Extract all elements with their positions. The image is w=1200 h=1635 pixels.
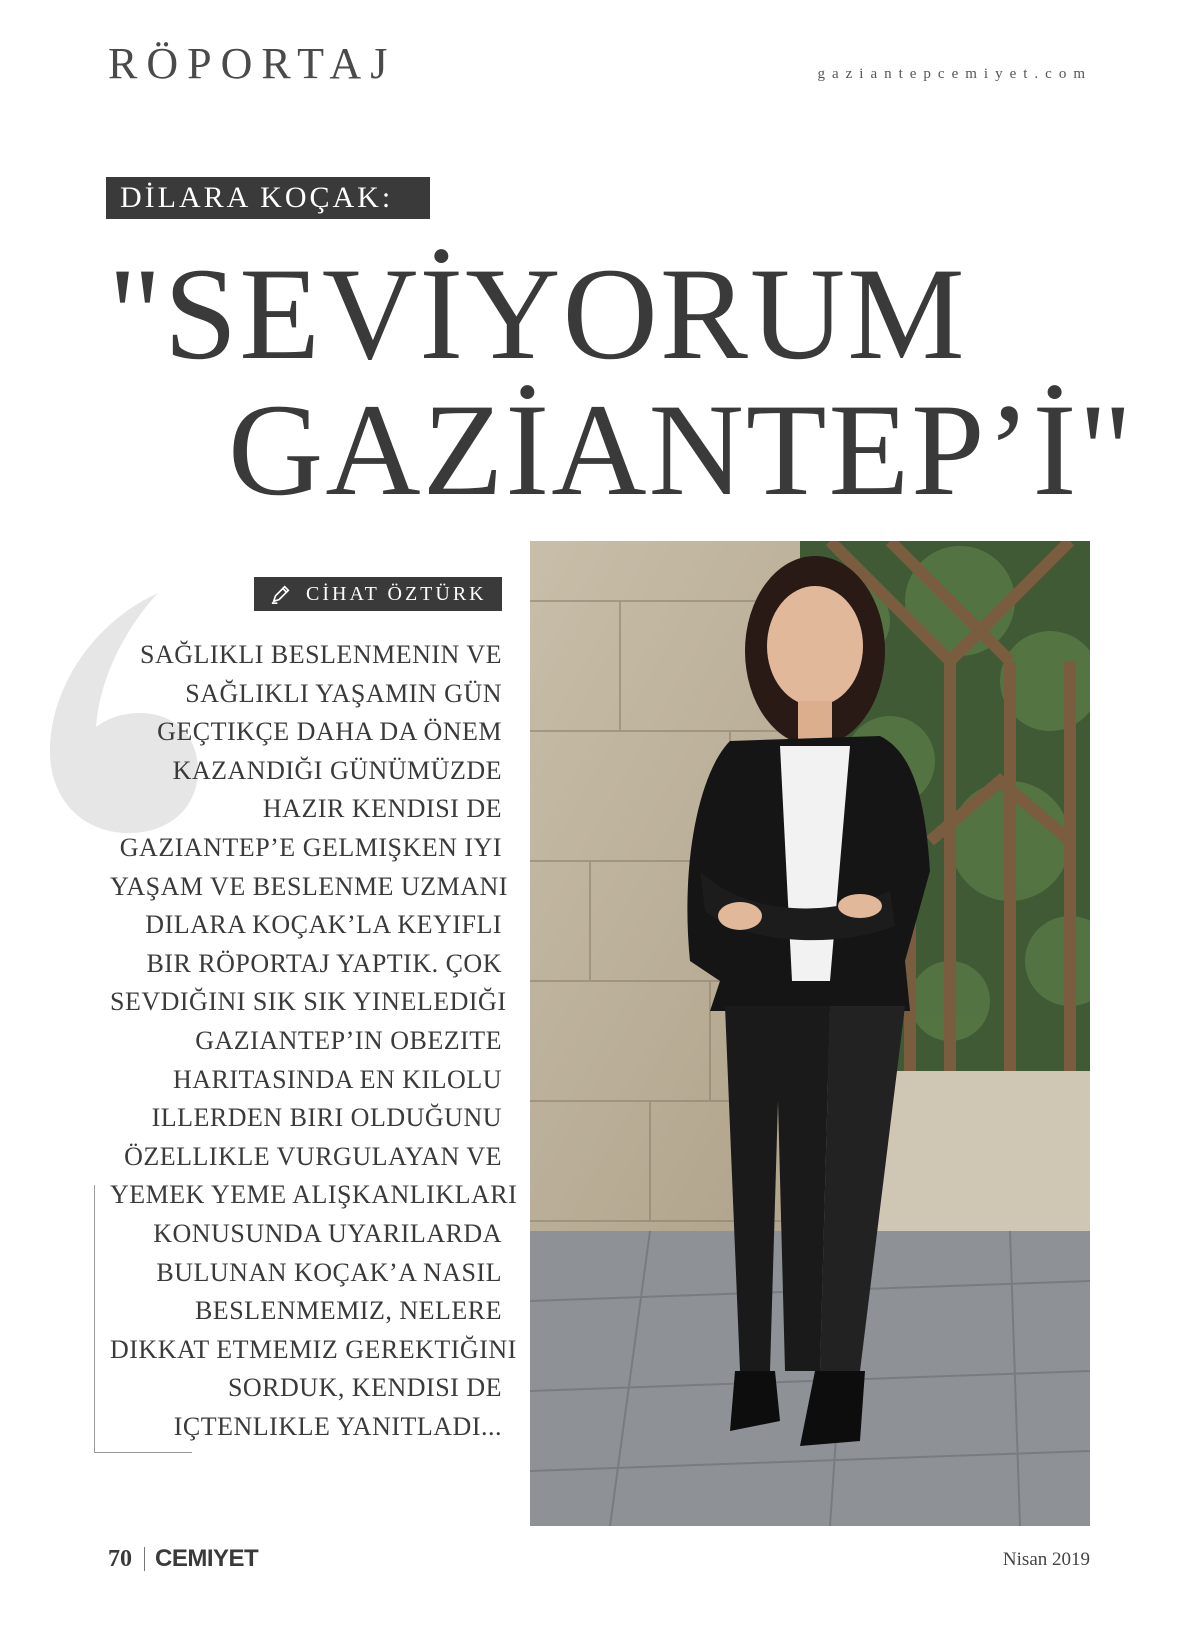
intro-line: IÇTENLIKLE YANITLADI...	[173, 1411, 502, 1441]
corner-line-vertical	[94, 1185, 95, 1453]
intro-line: BULUNAN KOÇAK’A NASIL	[156, 1257, 502, 1287]
intro-line: SAĞLIKLI BESLENMENIN VE	[140, 640, 502, 669]
intro-line: HARITASINDA EN KILOLU	[172, 1064, 502, 1094]
intro-line: GEÇTIKÇE DAHA DA ÖNEM	[157, 717, 502, 747]
intro-line: YEMEK YEME ALIŞKANLIKLARI	[110, 1180, 518, 1210]
corner-line-horizontal	[94, 1452, 192, 1453]
intro-line: ILLERDEN BIRI OLDUĞUNU	[151, 1103, 502, 1133]
intro-line: BIR RÖPORTAJ YAPTIK. ÇOK	[146, 948, 502, 978]
intro-line: ÖZELLIKLE VURGULAYAN VE	[124, 1141, 502, 1171]
photo	[530, 541, 1090, 1526]
intro-line: DIKKAT ETMEMIZ GEREKTIĞINI	[110, 1334, 517, 1364]
footer-page	[108, 1545, 258, 1573]
page-number: 70	[108, 1545, 132, 1572]
intro-line: DILARA KOÇAK’LA KEYIFLI	[145, 910, 502, 940]
intro-line: HAZIR KENDISI DE	[262, 794, 502, 824]
magazine-name: CEMIYET	[155, 1545, 259, 1572]
headline-line-2: GAZİANTEP’İ"	[228, 376, 1135, 523]
intro-line: KAZANDIĞI GÜNÜMÜZDE	[172, 755, 502, 785]
pen-icon	[270, 583, 292, 605]
intro-line: SORDUK, KENDISI DE	[227, 1373, 502, 1403]
intro-line: YAŞAM VE BESLENME UZMANI	[110, 871, 508, 901]
intro-line: GAZIANTEP’E GELMIŞKEN IYI	[119, 832, 502, 862]
footer-divider	[144, 1547, 145, 1571]
headline-line-1: "SEVİYORUM	[108, 240, 967, 387]
intro-line: GAZIANTEP’IN OBEZITE	[195, 1025, 502, 1055]
intro-text	[110, 636, 518, 1446]
intro-line: KONUSUNDA UYARILARDA	[153, 1218, 502, 1248]
intro-line: SAĞLIKLI YAŞAMIN GÜN	[185, 678, 502, 708]
name-tag: DİLARA KOÇAK:	[106, 177, 430, 219]
site-url[interactable]: gaziantepcemiyet.com	[817, 66, 1092, 82]
author-tag	[254, 577, 502, 611]
intro-line: BESLENMEMIZ, NELERE	[194, 1296, 502, 1326]
headline	[108, 240, 1135, 523]
issue-date: Nisan 2019	[1002, 1549, 1090, 1570]
author-name: CİHAT ÖZTÜRK	[306, 582, 487, 605]
section-label: RÖPORTAJ	[108, 39, 397, 88]
intro-line: SEVDIĞINI SIK SIK YINELEDIĞI	[110, 987, 507, 1017]
